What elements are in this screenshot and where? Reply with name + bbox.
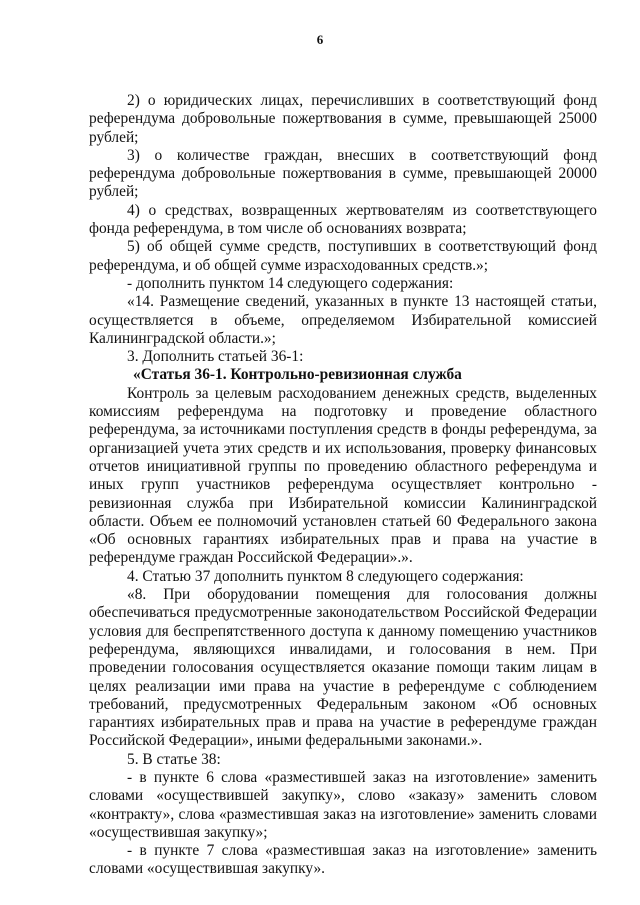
paragraph-article-36-1-body: Контроль за целевым расходованием денежных средств, выделенных комиссиям референдума на подготовку и проведение областного референдума, за источниками поступления средств в фонды референдума, за организацией учета этих средств и их использования, проверку финансовых отчетов инициативной группы по проведению областного референдума и иных групп участников референдума осуществляет контрольно - ревизионная служба при Избирательной комиссии Калининградской области. Объем ее полномочий установлен статьей 60 Федерального закона «Об основных гарантиях избирательных прав и права на участие в референдуме граждан Российской Федерации».». (89, 384, 597, 567)
document-body (89, 92, 597, 879)
paragraph-section-5: 5. В статье 38: (127, 750, 221, 768)
paragraph-item-5-total-funds: 5) об общей сумме средств, поступивших в соответствующий фонд референдума, и об общей сумме израсходованных средств.»; (89, 238, 597, 274)
paragraph-item-4-returned-funds: 4) о средствах, возвращенных жертвователям из соответствующего фонда референдума, в том числе об основаниях возврата; (89, 201, 597, 238)
paragraph-point-6-amendment: - в пункте 6 слова «разместившей заказ на изготовление» заменить словами «осуществившей закупку», слово «заказу» заменить словом «контракту», слова «разместившая заказ на изготовление» заменить словами «осуществившая закупку»; (89, 768, 597, 841)
paragraph-point-14-text: «14. Размещение сведений, указанных в пункте 13 настоящей статьи, осуществляется в объеме, определяемом Избирательной комиссией Калининградской области.»; (89, 293, 597, 347)
paragraph-item-3-citizens-count: 3) о количестве граждан, внесших в соответствующий фонд референдума добровольные пожертвования в сумме, превышающей 20000 рублей; (89, 146, 597, 201)
paragraph-add-point-14: - дополнить пунктом 14 следующего содержания: (127, 274, 454, 292)
paragraph-item-2-legal-entities: 2) о юридических лицах, перечисливших в соответствующий фонд референдума добровольные пожертвования в сумме, превышающей 25000 рублей; (89, 92, 597, 146)
paragraph-section-3: 3. Дополнить статьей 36-1: (127, 348, 304, 366)
paragraph-section-4: 4. Статью 37 дополнить пунктом 8 следующего содержания: (127, 567, 524, 585)
paragraph-point-8-text: «8. При оборудовании помещения для голосования должны обеспечиваться предусмотренные законодательством Российской Федерации условия для беспрепятственного доступа к данному помещению участников референдума, являющихся инвалидами, и голосования в нем. При проведении голосования осуществляется оказание помощи таким лицам в целях реализации ими права на участие в референдуме с соблюдением требований, предусмотренных Федеральным законом «Об основных гарантиях избирательных прав и права на участие в референдуме граждан Российской Федерации», иными федеральными законами.». (89, 586, 597, 750)
page-number: 6 (316, 32, 324, 47)
paragraph-point-7-amendment: - в пункте 7 слова «разместившая заказ на изготовление» заменить словами «осуществившая закупку». (89, 842, 597, 878)
article-36-1-heading: «Статья 36-1. Контрольно-ревизионная служба (133, 366, 462, 384)
